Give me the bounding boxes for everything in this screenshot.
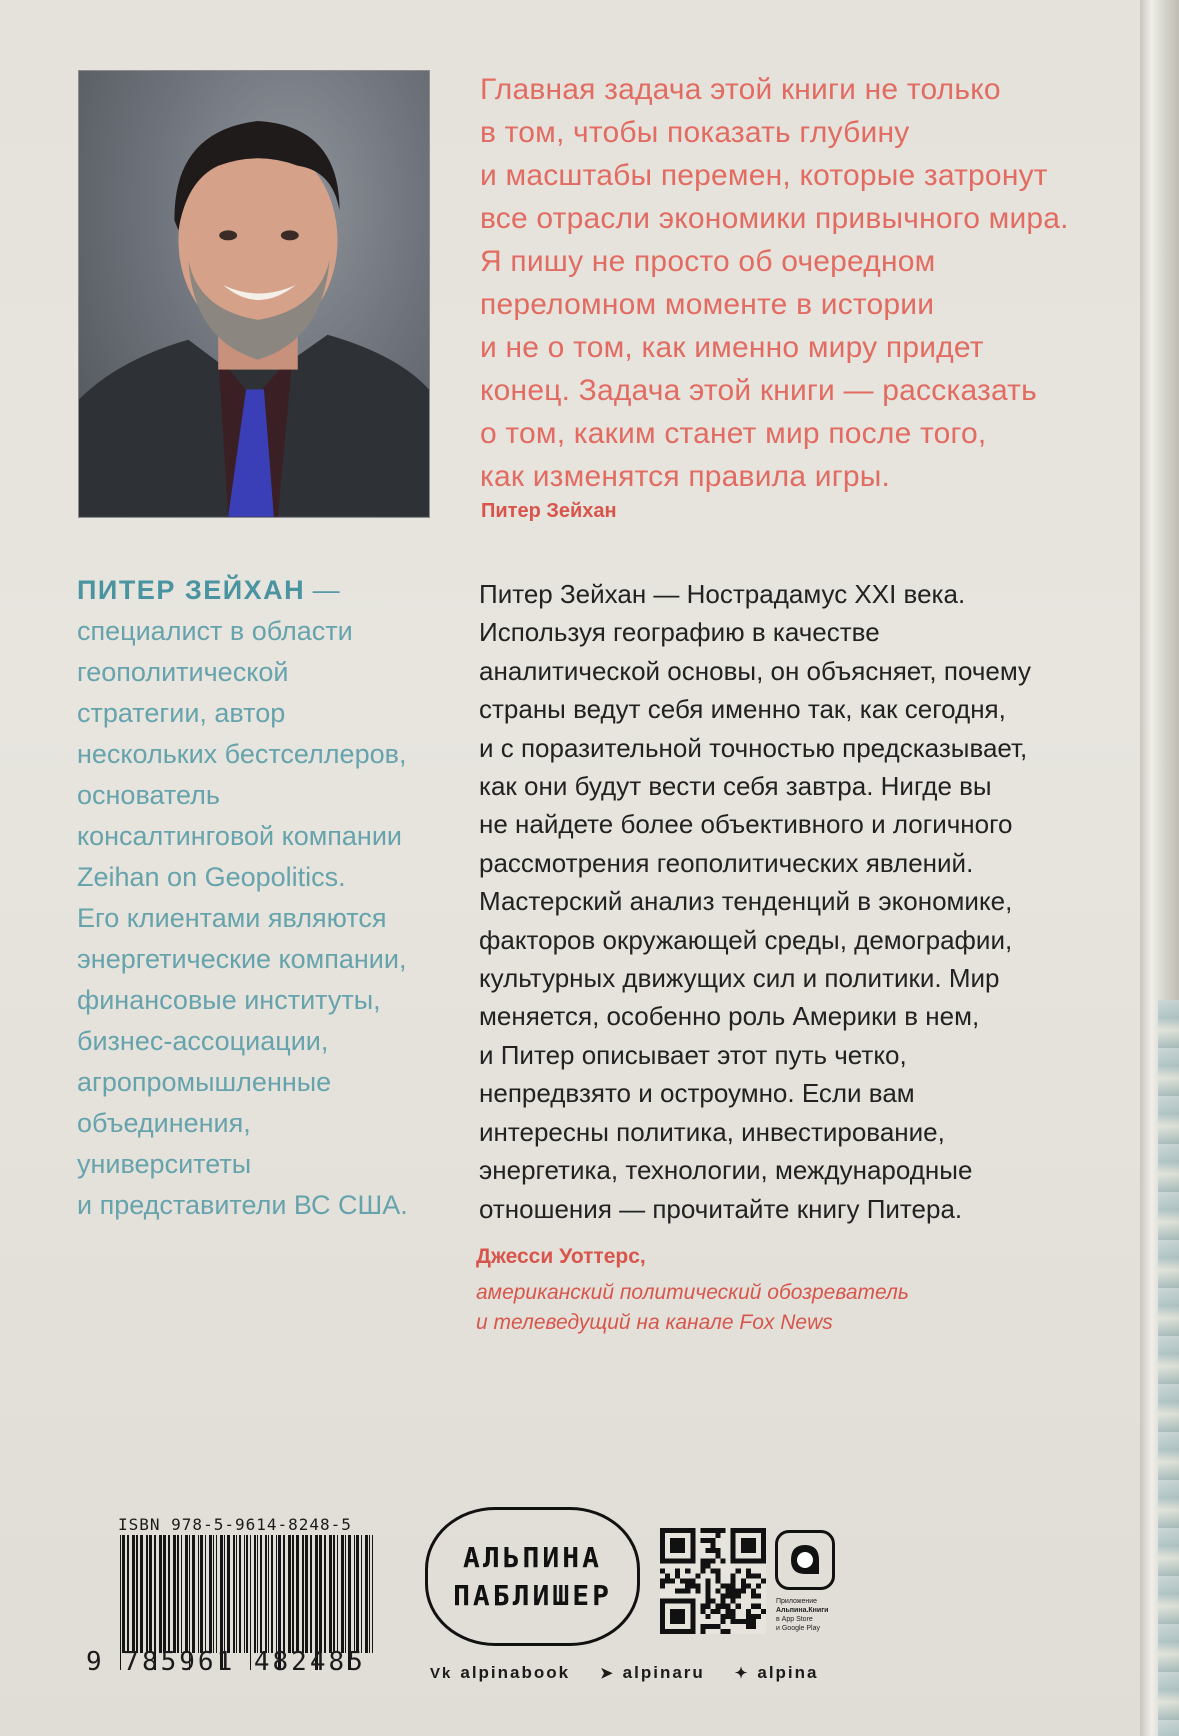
qr-module: [670, 1578, 675, 1583]
qr-module: [705, 1548, 710, 1553]
review-line: рассмотрения геополитических явлений.: [479, 847, 974, 878]
qr-module: [695, 1584, 700, 1589]
qr-module: [705, 1538, 710, 1543]
bio-line: энергетические компании,: [77, 944, 407, 974]
qr-module: [705, 1584, 710, 1589]
qr-module: [731, 1609, 736, 1614]
qr-module: [726, 1584, 731, 1589]
quote-line: Я пишу не просто об очередном: [480, 245, 936, 278]
qr-module: [726, 1609, 731, 1614]
qr-module: [685, 1589, 690, 1594]
qr-module: [716, 1609, 721, 1614]
qr-module: [700, 1558, 705, 1563]
qr-module: [716, 1533, 721, 1538]
quote-line: в том, чтобы показать глубину: [480, 116, 910, 149]
barcode-bar: [354, 1535, 355, 1653]
qr-module: [746, 1614, 751, 1619]
qr-module: [675, 1573, 680, 1578]
review-line: интересны политика, инвестирование,: [479, 1116, 945, 1147]
barcode-bar: [337, 1535, 338, 1653]
publisher-logo-line: АЛЬПИНА: [462, 1540, 602, 1574]
app-caption-line: Альпина.Книги: [776, 1607, 829, 1614]
qr-module: [680, 1578, 685, 1583]
barcode-bar: [177, 1535, 179, 1653]
qr-module: [741, 1619, 746, 1624]
barcode-bar: [213, 1535, 214, 1653]
qr-code: [660, 1528, 766, 1634]
barcode-bar: [244, 1535, 245, 1653]
qr-module: [705, 1624, 710, 1629]
qr-module: [710, 1528, 715, 1533]
barcode-bar: [159, 1535, 162, 1653]
review-line: факторов окружающей среды, демографии,: [479, 924, 1013, 955]
qr-module: [731, 1599, 736, 1604]
qr-module: [741, 1584, 746, 1589]
bio-dash: —: [305, 575, 340, 605]
qr-module: [710, 1543, 715, 1548]
barcode-bar: [265, 1535, 267, 1653]
qr-module: [705, 1599, 710, 1604]
app-caption-line: и Google Play: [776, 1625, 820, 1632]
qr-module: [731, 1573, 736, 1578]
barcode-bar: [236, 1535, 237, 1653]
review-role-line: американский политический обозреватель: [476, 1281, 909, 1304]
qr-module: [695, 1589, 700, 1594]
barcode-bar: [372, 1535, 373, 1653]
qr-module: [741, 1538, 756, 1553]
bio-line: консалтинговой компании: [77, 821, 402, 851]
qr-module: [700, 1624, 705, 1629]
alpina-app-icon: [775, 1530, 835, 1590]
qr-module: [721, 1629, 726, 1634]
qr-module: [716, 1553, 721, 1558]
barcode-bar: [209, 1535, 212, 1653]
bio-line: стратегии, автор: [77, 698, 286, 728]
quote-line: и не о том, как именно миру придет: [480, 331, 984, 364]
qr-module: [670, 1538, 685, 1553]
qr-module: [761, 1578, 766, 1583]
dzen-icon: ✦: [734, 1665, 750, 1682]
bio-line: и представители ВС США.: [77, 1190, 408, 1220]
qr-module: [726, 1594, 731, 1599]
qr-module: [710, 1609, 715, 1614]
qr-module: [746, 1619, 751, 1624]
qr-module: [721, 1614, 726, 1619]
qr-module: [731, 1619, 736, 1624]
app-caption-line: в App Store: [776, 1616, 813, 1623]
review-line: Используя географию в качестве: [479, 617, 880, 648]
barcode-bar: [341, 1535, 344, 1653]
barcode-bar: [260, 1535, 262, 1653]
qr-module: [746, 1609, 751, 1614]
qr-module: [721, 1604, 726, 1609]
barcode-bar: [305, 1535, 308, 1653]
author-bio: [77, 570, 437, 1226]
qr-module: [751, 1594, 756, 1599]
barcode-bar: [356, 1535, 359, 1653]
qr-module: [710, 1538, 715, 1543]
quote-line: как изменятся правила игры.: [480, 460, 891, 493]
barcode-bar: [227, 1535, 230, 1653]
qr-module: [746, 1624, 751, 1629]
qr-module: [665, 1578, 670, 1583]
social-label: alpinaru: [622, 1663, 705, 1682]
vk-icon: Vk: [430, 1664, 453, 1682]
qr-module: [756, 1614, 761, 1619]
qr-module: [700, 1568, 705, 1573]
qr-module: [716, 1604, 721, 1609]
barcode-bar: [319, 1535, 322, 1653]
qr-module: [746, 1584, 751, 1589]
review-text: [479, 575, 1129, 1228]
qr-module: [705, 1594, 710, 1599]
barcode-bar: [149, 1535, 152, 1653]
review-line: культурных движущих сил и политики. Мир: [479, 963, 1000, 994]
barcode-bar: [369, 1535, 370, 1653]
qr-module: [731, 1614, 736, 1619]
review-line: энергетика, технологии, международные: [479, 1155, 973, 1186]
app-store-caption: [776, 1597, 866, 1633]
bio-line: финансовые институты,: [77, 985, 381, 1015]
qr-module: [700, 1538, 705, 1543]
qr-module: [710, 1558, 715, 1563]
bio-line: объединения,: [77, 1108, 251, 1138]
qr-module: [746, 1568, 751, 1573]
app-caption-line: Приложение: [776, 1598, 818, 1605]
qr-module: [665, 1573, 670, 1578]
quote-line: конец. Задача этой книги — рассказать: [480, 374, 1037, 407]
qr-module: [756, 1594, 761, 1599]
qr-module: [705, 1589, 710, 1594]
qr-module: [685, 1568, 690, 1573]
review-line: и с поразительной точностью предсказывает,: [479, 732, 1028, 763]
barcode-bar: [168, 1535, 170, 1653]
review-line: и Питер описывает этот путь четко,: [479, 1039, 907, 1070]
qr-module: [716, 1578, 721, 1583]
bio-line: геополитической: [77, 657, 289, 687]
bio-line: университеты: [77, 1149, 252, 1179]
qr-module: [680, 1589, 685, 1594]
barcode-bar: [181, 1535, 182, 1653]
bio-line: специалист в области: [77, 616, 353, 646]
qr-module: [705, 1558, 710, 1563]
barcode-bar: [200, 1535, 203, 1653]
social-vk[interactable]: [430, 1663, 570, 1683]
qr-module: [726, 1629, 731, 1634]
qr-module: [751, 1573, 756, 1578]
qr-module: [756, 1604, 761, 1609]
qr-module: [761, 1609, 766, 1614]
barcode-bar: [324, 1535, 326, 1653]
review-line: отношения — прочитайте книгу Питера.: [479, 1193, 963, 1224]
qr-module: [685, 1584, 690, 1589]
qr-module: [660, 1578, 665, 1583]
qr-module: [721, 1528, 726, 1533]
qr-module: [726, 1614, 731, 1619]
barcode-bar: [246, 1535, 248, 1653]
qr-module: [741, 1578, 746, 1583]
author-photo: [78, 70, 430, 518]
qr-module: [710, 1548, 715, 1553]
social-label: alpina: [757, 1663, 819, 1682]
qr-module: [660, 1584, 665, 1589]
review-line: меняется, особенно роль Америки в нем,: [479, 1001, 980, 1032]
bio-line: нескольких бестселлеров,: [77, 739, 407, 769]
social-telegram[interactable]: [600, 1663, 705, 1683]
qr-module: [751, 1604, 756, 1609]
qr-module: [736, 1594, 741, 1599]
qr-module: [731, 1589, 736, 1594]
barcode-bar: [239, 1535, 241, 1653]
qr-module: [746, 1573, 751, 1578]
barcode-bar: [292, 1535, 294, 1653]
quote-line: все отрасли экономики привычного мира.: [480, 202, 1069, 235]
barcode-bar: [185, 1535, 188, 1653]
qr-module: [695, 1573, 700, 1578]
qr-module: [721, 1619, 726, 1624]
qr-module: [731, 1578, 736, 1583]
barcode-bar: [276, 1535, 277, 1653]
qr-module: [710, 1568, 715, 1573]
barcode-bar: [361, 1535, 362, 1653]
qr-module: [721, 1594, 726, 1599]
barcode-bar: [140, 1535, 143, 1653]
qr-module: [716, 1573, 721, 1578]
qr-module: [726, 1589, 731, 1594]
qr-module: [705, 1563, 710, 1568]
review-line: аналитической основы, он объясняет, почему: [479, 655, 1032, 686]
qr-module: [751, 1614, 756, 1619]
author-quote: [480, 68, 1120, 498]
quote-line: и масштабы перемен, которые затронут: [480, 159, 1048, 192]
qr-module: [716, 1589, 721, 1594]
review-author: Джесси Уоттерс,: [476, 1245, 646, 1268]
qr-module: [716, 1548, 721, 1553]
qr-module: [751, 1624, 756, 1629]
qr-module: [731, 1594, 736, 1599]
barcode-bar: [271, 1535, 273, 1653]
publisher-logo: [425, 1507, 640, 1646]
barcode-bar: [192, 1535, 195, 1653]
telegram-icon: ➤: [600, 1665, 615, 1682]
barcode-bar: [288, 1535, 291, 1653]
publisher-logo-line: ПАБЛИШЕР: [453, 1578, 612, 1612]
barcode-bar: [163, 1535, 166, 1653]
qr-module: [705, 1614, 710, 1619]
qr-module: [726, 1604, 731, 1609]
qr-module: [705, 1528, 710, 1533]
review-role-line: и телеведущий на канале Fox News: [476, 1311, 833, 1334]
isbn-label: ISBN 978-5-9614-8248-5: [118, 1515, 352, 1534]
qr-module: [660, 1568, 665, 1573]
barcode-bar: [283, 1535, 285, 1653]
qr-module: [736, 1604, 741, 1609]
qr-module: [675, 1589, 680, 1594]
qr-module: [716, 1568, 721, 1573]
barcode-bar: [216, 1535, 217, 1653]
qr-module: [700, 1528, 705, 1533]
bio-author-name: ПИТЕР ЗЕЙХАН: [77, 575, 306, 605]
barcode-bar: [310, 1535, 312, 1653]
review-line: страны ведут себя именно так, как сегодня,: [479, 694, 1006, 725]
bio-line: агропромышленные: [77, 1067, 332, 1097]
qr-module: [756, 1573, 761, 1578]
qr-module: [690, 1584, 695, 1589]
barcode-bar: [365, 1535, 368, 1653]
barcode-bar: [254, 1535, 256, 1653]
barcode-bar: [233, 1535, 235, 1653]
barcode-bar: [136, 1535, 138, 1653]
barcode-bar: [205, 1535, 206, 1653]
quote-line: Главная задача этой книги не только: [480, 73, 1001, 106]
qr-module: [736, 1568, 741, 1573]
qr-module: [675, 1568, 680, 1573]
qr-module: [685, 1578, 690, 1583]
qr-module: [690, 1578, 695, 1583]
qr-module: [705, 1578, 710, 1583]
review-line: Мастерский анализ тенденций в экономике,: [479, 886, 1013, 917]
barcode-digits: 9 785961 482485: [86, 1647, 366, 1677]
bio-line: Его клиентами являются: [77, 903, 387, 933]
quote-line: переломном моменте в истории: [480, 288, 935, 321]
qr-module: [710, 1599, 715, 1604]
review-author-role: [476, 1278, 909, 1338]
barcode-bar: [146, 1535, 148, 1653]
bio-line: бизнес-ассоциации,: [77, 1026, 329, 1056]
barcode-bar: [329, 1535, 332, 1653]
barcode-bar: [127, 1535, 129, 1653]
barcode-bar: [173, 1535, 176, 1653]
bio-line: Zeihan on Geopolitics.: [77, 862, 346, 892]
social-links: [430, 1663, 819, 1683]
bio-line: основатель: [77, 780, 220, 810]
barcode-bar: [268, 1535, 269, 1653]
qr-module: [721, 1599, 726, 1604]
qr-module: [670, 1609, 685, 1624]
barcode-bar: [296, 1535, 299, 1653]
review-line: как они будут вести себя завтра. Нигде вы: [479, 771, 992, 802]
qr-module: [751, 1619, 756, 1624]
qr-module: [716, 1528, 721, 1533]
barcode-bar: [198, 1535, 199, 1653]
review-line: непредвзято и остроумно. Если вам: [479, 1078, 915, 1109]
review-line: не найдете более объективного и логичного: [479, 809, 1013, 840]
barcode-bar: [224, 1535, 225, 1653]
barcode-bar: [132, 1535, 135, 1653]
qr-module: [700, 1604, 705, 1609]
quote-line: о том, каким станет мир после того,: [480, 417, 987, 450]
qr-module: [721, 1584, 726, 1589]
qr-module: [700, 1563, 705, 1568]
qr-module: [716, 1624, 721, 1629]
qr-module: [731, 1584, 736, 1589]
barcode-bar: [333, 1535, 335, 1653]
quote-author: Питер Зейхан: [481, 500, 617, 522]
social-label: alpinabook: [460, 1663, 571, 1682]
qr-module: [736, 1619, 741, 1624]
review-line: Питер Зейхан — Нострадамус XXI века.: [479, 579, 966, 609]
barcode-bar: [257, 1535, 258, 1653]
qr-module: [756, 1584, 761, 1589]
qr-module: [751, 1589, 756, 1594]
barcode-bar: [122, 1535, 125, 1653]
qr-module: [700, 1629, 705, 1634]
qr-module: [705, 1604, 710, 1609]
qr-module: [741, 1589, 746, 1594]
qr-module: [710, 1624, 715, 1629]
qr-module: [736, 1589, 741, 1594]
barcode-bar: [302, 1535, 304, 1653]
social-dzen[interactable]: [735, 1663, 819, 1683]
barcode-bar: [345, 1535, 346, 1653]
qr-module: [700, 1609, 705, 1614]
neighbor-book-edge: [1158, 1000, 1179, 1736]
qr-module: [721, 1558, 726, 1563]
